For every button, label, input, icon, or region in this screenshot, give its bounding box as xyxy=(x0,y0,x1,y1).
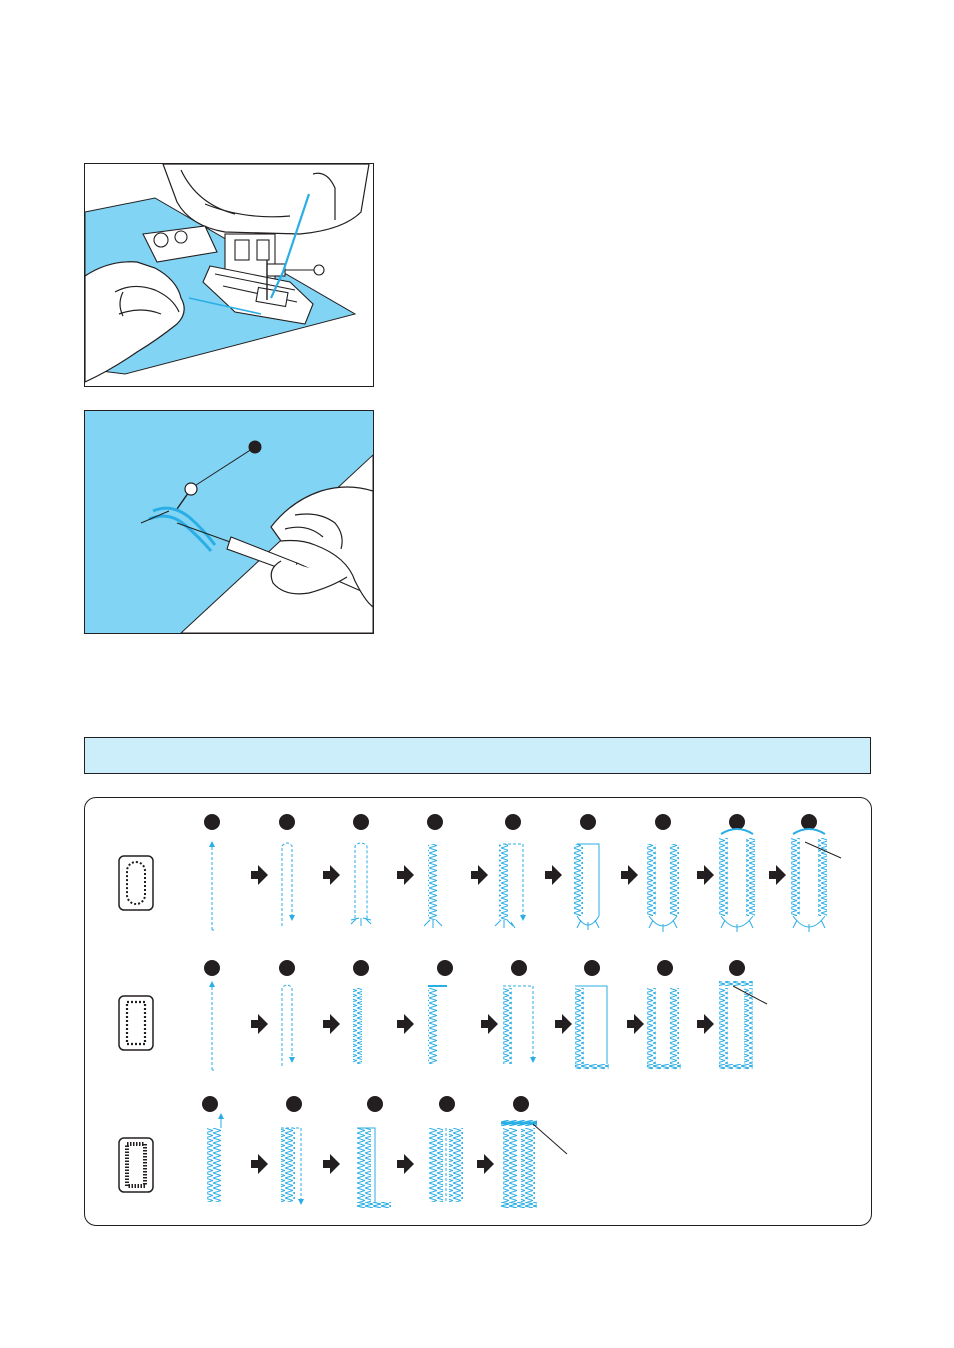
row-square-buttonhole xyxy=(119,960,767,1070)
step-markers-row-1 xyxy=(204,814,817,830)
square-buttonhole-icon xyxy=(119,996,153,1050)
rounded-buttonhole-icon xyxy=(119,856,153,910)
buttonhole-sequence-diagram xyxy=(85,798,871,1225)
figure-buttonhole-foot xyxy=(84,163,374,387)
row-rounded-buttonhole xyxy=(119,814,841,932)
step-markers-row-2 xyxy=(204,960,745,976)
seam-ripper-illustration xyxy=(85,411,373,633)
figure-seam-ripper xyxy=(84,410,374,634)
step-arrows-row-2 xyxy=(251,1014,714,1034)
bartack-buttonhole-icon xyxy=(119,1138,153,1192)
buttonhole-foot-illustration xyxy=(85,164,373,386)
step-markers-row-3 xyxy=(202,1096,529,1112)
buttonhole-sequence-panel xyxy=(84,797,872,1226)
step-arrows-row-1 xyxy=(251,865,786,885)
buttonhole-stitching xyxy=(141,508,215,551)
callout-leader-row-3 xyxy=(533,1124,567,1154)
section-header-bar xyxy=(84,737,871,774)
callout-leader xyxy=(193,447,255,487)
row-bartack-buttonhole xyxy=(119,1096,567,1208)
stitch-steps-row-1 xyxy=(212,829,827,932)
callout-marker xyxy=(249,441,262,454)
pin-icon xyxy=(177,483,197,509)
